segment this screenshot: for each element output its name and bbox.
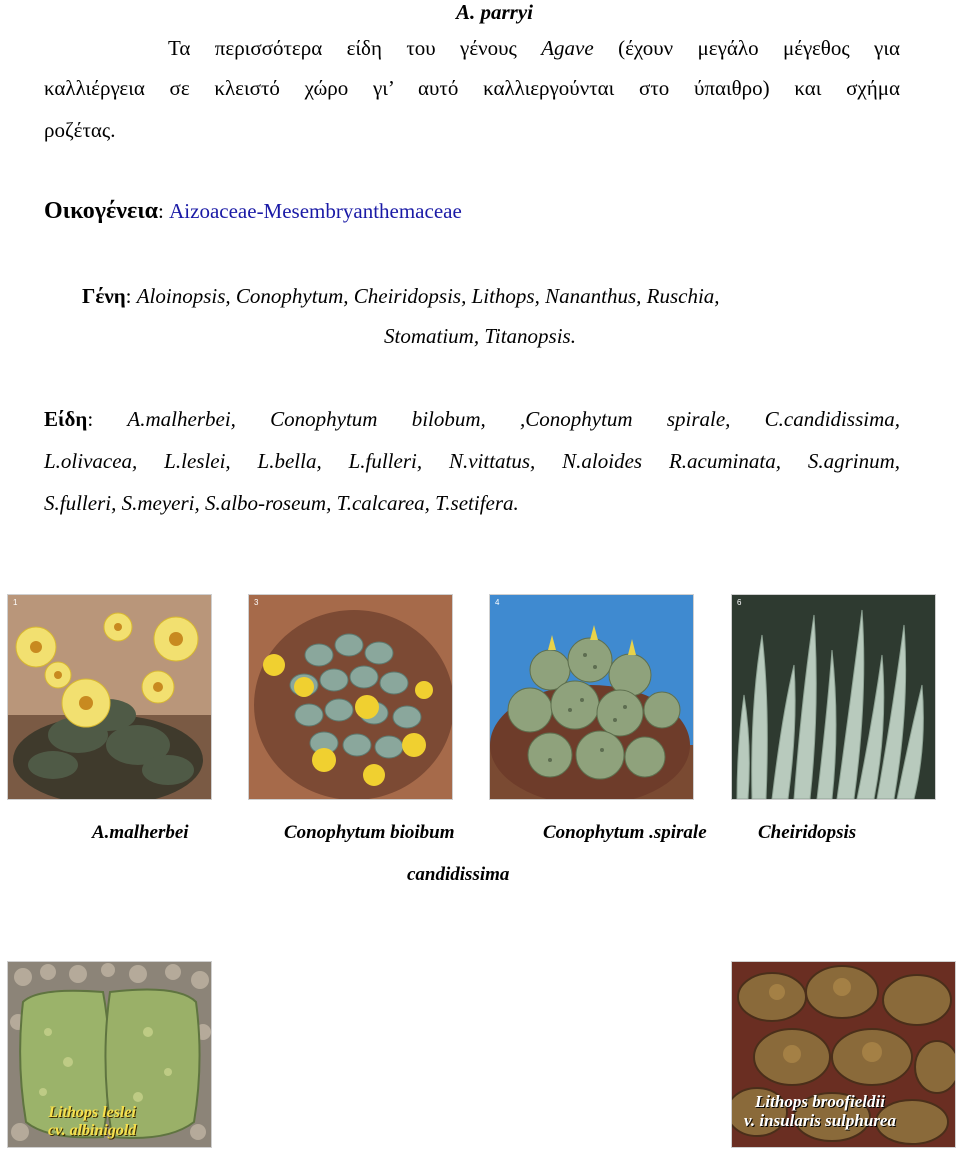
intro-genus-agave: Agave <box>541 36 594 60</box>
family-line <box>44 198 462 225</box>
species-line-2: L.olivacea, L.leslei, L.bella, L.fulleri, N.vittatus, N.aloides R.acuminata, S.agrinum, <box>44 449 900 473</box>
photo-lithops-bromfieldii <box>731 961 956 1148</box>
page-heading: A. parryi <box>456 0 534 24</box>
intro-line-1 <box>168 36 900 60</box>
species-line-1 <box>44 407 900 431</box>
photo-lithops-leslei <box>7 961 212 1148</box>
photo-conophytum-bilobum <box>248 594 453 800</box>
overlay-caption-lithops-leslei <box>48 1104 136 1140</box>
overlay-line-2: cv. albinigold <box>48 1122 137 1139</box>
genera-label: Γένη <box>82 284 126 308</box>
family-separator: : <box>158 199 170 223</box>
caption-conophytum-spirale: Conophytum .spirale <box>543 822 707 843</box>
flowering-succulent-image <box>8 595 211 799</box>
species-list-1: A.malherbei, Conophytum bilobum, ,Conophytum spirale, C.candidissima, <box>127 407 900 431</box>
overlay-line-1: Lithops leslei <box>48 1104 136 1121</box>
intro-text-b: (έχουν μεγάλο μέγεθος για <box>593 36 900 60</box>
conophytum-clump-image <box>249 595 452 799</box>
photo-aloinopsis-malherbei <box>7 594 212 800</box>
photo-number: 1 <box>13 598 18 607</box>
species-separator: : <box>87 407 128 431</box>
family-label: Οικογένεια <box>44 198 159 224</box>
photo-cheiridopsis-candidissima <box>731 594 936 800</box>
photo-number: 6 <box>737 598 742 607</box>
conophytum-spotted-image <box>490 595 693 799</box>
genera-list: Aloinopsis, Conophytum, Cheiridopsis, Lithops, Nananthus, Ruschia, <box>136 284 720 308</box>
genera-separator: : <box>125 284 137 308</box>
intro-line-3: ροζέτας. <box>44 118 116 142</box>
caption-a-malherbei: A.malherbei <box>92 822 189 843</box>
caption-candidissima: candidissima <box>407 864 510 885</box>
family-value: Aizoaceae-Mesembryanthemaceae <box>169 199 462 223</box>
caption-cheiridopsis: Cheiridopsis <box>758 822 857 843</box>
overlay-caption-lithops-bromfieldii <box>744 1092 896 1130</box>
overlay-line-1: Lithops broofieldii <box>755 1092 885 1111</box>
species-label: Είδη <box>44 407 88 431</box>
photo-number: 4 <box>495 598 500 607</box>
intro-text-a: Τα περισσότερα είδη του γένους <box>168 36 542 60</box>
genera-line-1 <box>82 284 720 308</box>
genera-line-2: Stomatium, Titanopsis. <box>384 324 576 348</box>
cheiridopsis-leaves-image <box>732 595 935 799</box>
photo-conophytum-spirale <box>489 594 694 800</box>
overlay-line-2: v. insularis sulphurea <box>744 1111 896 1130</box>
species-line-3: S.fulleri, S.meyeri, S.albo-roseum, T.calcarea, T.setifera. <box>44 491 519 515</box>
photo-number: 3 <box>254 598 259 607</box>
caption-conophytum-bioibum: Conophytum bioibum <box>284 822 455 843</box>
intro-line-2: καλλιέργεια σε κλειστό χώρο γι’ αυτό καλλιεργούνται στο ύπαιθρο) και σχήμα <box>44 76 900 100</box>
